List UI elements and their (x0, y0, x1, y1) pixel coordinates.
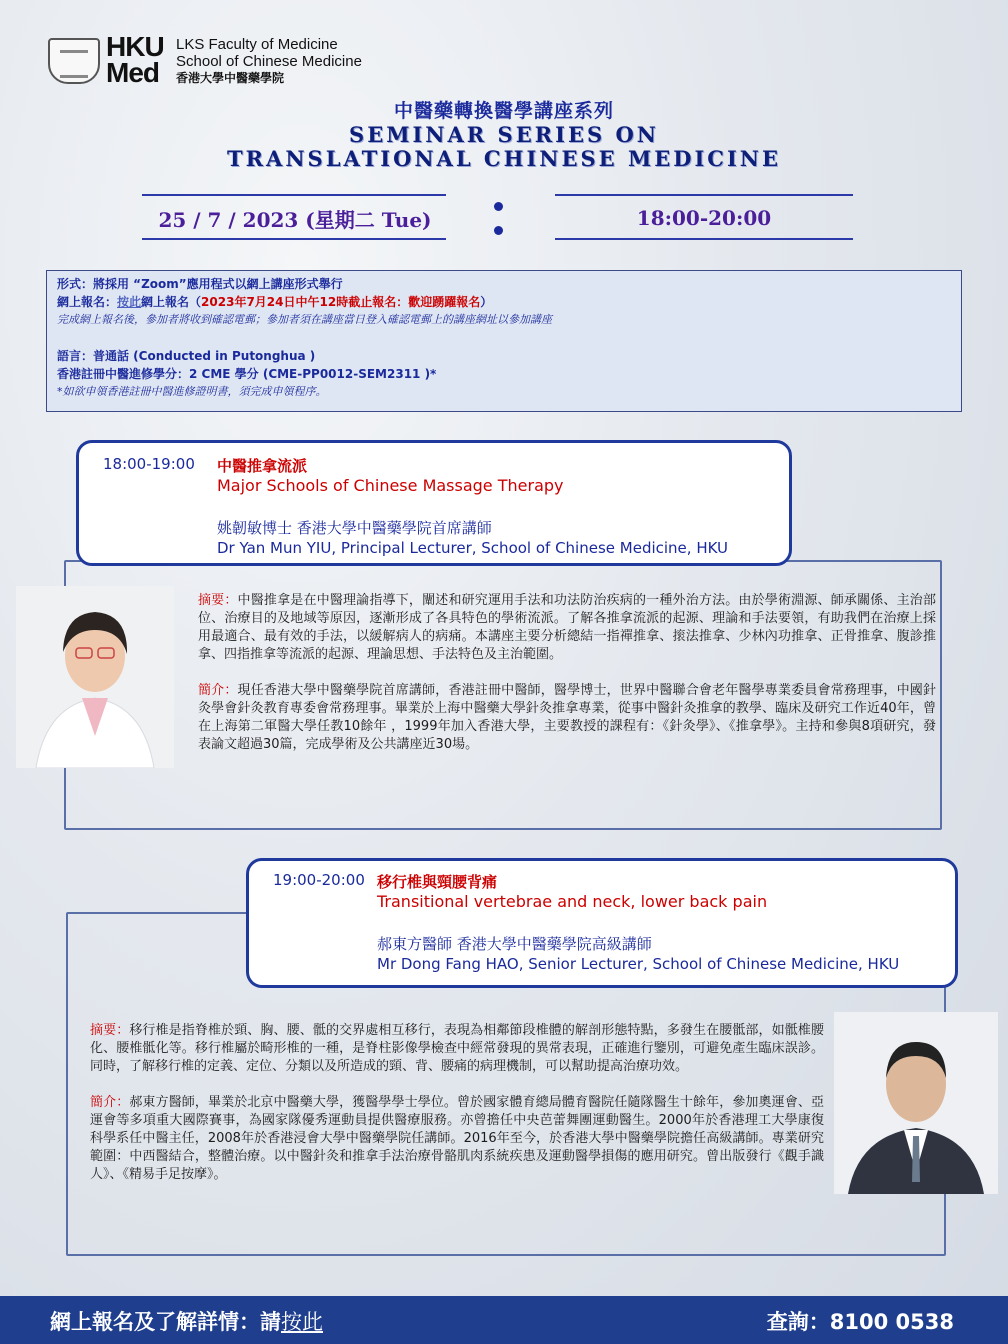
footer-bar (0, 1296, 1008, 1344)
colon-divider (490, 196, 508, 242)
event-time: 18:00-20:00 (636, 206, 772, 230)
session1-speaker-en: Dr Yan Mun YIU, Principal Lecturer, School of Chinese Medicine, HKU (217, 539, 729, 557)
register-link[interactable]: 按此 (117, 295, 142, 309)
time-bottom-rule (555, 238, 853, 240)
session1-time: 18:00-19:00 (103, 455, 195, 473)
session1-bio: 簡介：現任香港大學中醫藥學院首席講師，香港註冊中醫師，醫學博士，世界中醫聯合會老年醫學專業委員會常務理事，中國針灸學會針灸教育專委會常務理事。畢業於上海中醫藥大學針灸推拿專業，從事中醫針灸推拿的教學、臨床及研究工作近40年，曾在上海第二軍醫大學任教10餘年 ，1999年加入香港大學，主要教授的課程有：《針灸學》、《推拿學》。主持和參與8項研究，發表論文超過30篇，完成學術及公共講座近30場。 (198, 683, 936, 752)
register-line: 網上報名：按此網上報名（2023年7月24日中午12時截止報名：歡迎踴躍報名） (57, 295, 493, 309)
date-top-rule (142, 194, 446, 196)
event-info-box (46, 270, 962, 412)
session2-title-en: Transitional vertebrae and neck, lower back pain (377, 892, 768, 911)
session2-description (90, 1022, 824, 1184)
speaker1-photo (16, 586, 174, 768)
school-line: School of Chinese Medicine (176, 53, 362, 70)
session1-card (76, 440, 792, 566)
session1-abstract: 摘要：中醫推拿是在中醫理論指導下，闡述和研究運用手法和功法防治疾病的一種外治方法。由於學術淵源、師承關係、主治部位、治療目的及地域等原因，逐漸形成了各具特色的學術流派。了解各推拿流派的起源、理論和手法要領，有助我們在治療上採用最適合、最有效的手法，以緩解病人的病痛。本講座主要分析總結一指禪推拿、㨰法推拿、少林內功推拿、正骨推拿、腹診推拿、四指推拿等流派的起源、理論思想、手法特色及主治範圍。 (198, 593, 936, 662)
session1-title-en: Major Schools of Chinese Massage Therapy (217, 476, 564, 495)
session2-time: 19:00-20:00 (273, 871, 365, 889)
language-line: 語言：普通話 (Conducted in Putonghua ) (57, 349, 316, 363)
session1-title-zh: 中醫推拿流派 (217, 457, 308, 475)
cme-note: *如欲申領香港註冊中醫進修證明書，須完成申領程序。 (57, 385, 327, 398)
speaker2-photo (834, 1012, 998, 1194)
session1-description (198, 592, 936, 754)
time-top-rule (555, 194, 853, 196)
confirm-note: 完成網上報名後，參加者將收到確認電郵；參加者須在講座當日登入確認電郵上的講座網址以參加講座 (57, 313, 552, 326)
hku-crest-icon (48, 38, 100, 84)
footer-register: 網上報名及了解詳情：請按此 (50, 1310, 323, 1334)
session2-card (246, 858, 958, 988)
session1-speaker-zh: 姚韌敏博士 香港大學中醫藥學院首席講師 (217, 519, 492, 537)
faculty-line: LKS Faculty of Medicine (176, 36, 338, 53)
series-title-en-line1: SEMINAR SERIES ON (349, 122, 659, 147)
footer-enquiry: 查詢：8100 0538 (766, 1310, 954, 1334)
cme-line: 香港註冊中醫進修學分：2 CME 學分 (CME-PP0012-SEM2311 )* (57, 367, 437, 381)
school-line-zh: 香港大學中醫藥學院 (176, 71, 285, 85)
date-bottom-rule (142, 238, 446, 240)
session2-bio: 簡介：郝東方醫師，畢業於北京中醫藥大學，獲醫學學士學位。曾於國家體育總局體育醫院任隨隊醫生十餘年，參加奧運會、亞運會等多項重大國際賽事，為國家隊優秀運動員提供醫療服務。亦曾擔任中央芭蕾舞團運動醫生。2000年於香港理工大學康復科學系任中醫主任，2008年於香港浸會大學中醫藥學院任講師。2016年至今，於香港大學中醫藥學院擔任高級講師。專業研究範圍：中西醫結合，整體治療。以中醫針灸和推拿手法治療骨骼肌肉系統疾患及運動醫學損傷的應用研究。曾出版發行《觀手識人》、《精易手足按摩》。 (90, 1095, 824, 1182)
session2-abstract: 摘要：移行椎是指脊椎於頸、胸、腰、骶的交界處相互移行，表現為相鄰節段椎體的解剖形態特點，多發生在腰骶部，如骶椎腰化、腰椎骶化等。移行椎屬於畸形椎的一種，是脊柱影像學檢查中經常發現的異常表現，正確進行鑒別，可避免產生臨床誤診。同時，了解移行椎的定義、定位、分類以及所造成的頸、背、腰痛的病理機制，可以幫助提高治療功效。 (90, 1023, 824, 1074)
session2-title-zh: 移行椎與頸腰背痛 (377, 873, 498, 891)
logo-wordmark: HKU Med (106, 31, 164, 88)
faculty-name (176, 36, 362, 87)
format-line: 形式：將採用 “Zoom”應用程式以網上講座形式舉行 (57, 277, 343, 291)
register-deadline: 2023年7月24日中午12時截止報名：歡迎踴躍報名 (201, 295, 481, 309)
session2-speaker-en: Mr Dong Fang HAO, Senior Lecturer, School of Chinese Medicine, HKU (377, 955, 900, 973)
series-title-zh: 中醫藥轉換醫學講座系列 (393, 100, 614, 122)
footer-register-link[interactable]: 按此 (281, 1310, 323, 1334)
event-date: 25 / 7 / 2023 (星期二 Tue) (158, 208, 432, 232)
series-title-en-line2: TRANSLATIONAL CHINESE MEDICINE (226, 146, 782, 171)
session2-speaker-zh: 郝東方醫師 香港大學中醫藥學院高級講師 (377, 935, 652, 953)
